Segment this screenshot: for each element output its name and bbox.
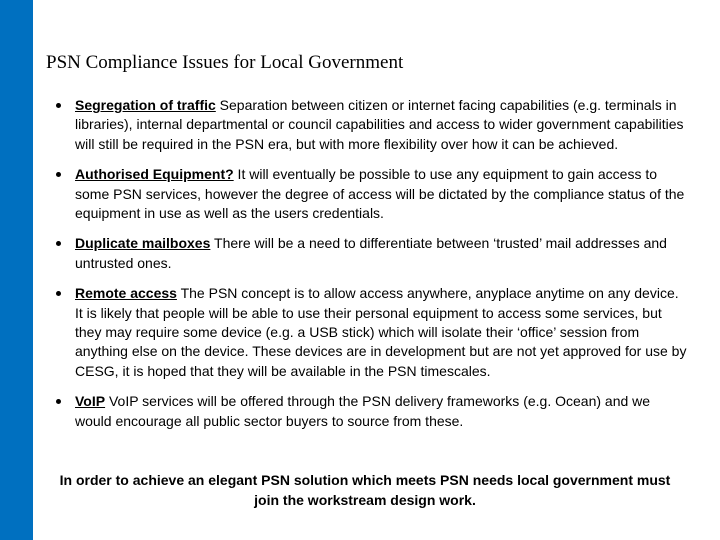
bullet-dot-icon [56, 399, 61, 404]
bullet-heading: Duplicate mailboxes [75, 235, 211, 252]
conclusion-text: In order to achieve an elegant PSN solution which meets PSN needs local government must join the workstream design work. [59, 472, 671, 508]
bullet-dot-icon [56, 172, 61, 177]
bullet-item [54, 392, 688, 431]
bullet-heading: VoIP [75, 393, 106, 410]
bullet-heading: Segregation of traffic [75, 97, 216, 113]
bullet-heading: Authorised Equipment? [75, 166, 234, 183]
bullet-list [54, 96, 688, 442]
bullet-heading: Remote access [75, 285, 177, 302]
side-accent-bar [0, 0, 33, 540]
bullet-dot-icon [56, 103, 61, 108]
bullet-text: Separation between citizen or internet facing capabilities (e.g. terminals in libraries), internal departmental or council capabilities and access to wider government capabilities will still be required in the PSN era, but with more flexibility over how it can be achieved. [75, 97, 684, 152]
bullet-dot-icon [56, 291, 61, 296]
bullet-text: VoIP services will be offered through the PSN delivery frameworks (e.g. Ocean) and we would encourage all public sector buyers to source from these. [75, 393, 651, 429]
bullet-text: The PSN concept is to allow access anywhere, anyplace anytime on any device. It is likely that people will be able to use their personal equipment to access some services, but they may require some device (e.g. a USB stick) which will isolate their ‘office’ session from anything else on the device. These devices are in development but are not yet approved for use by CESG, it is hoped that they will be available in the PSN timescales. [75, 285, 687, 379]
bullet-item [54, 165, 688, 223]
bullet-item [54, 284, 688, 381]
page-title: PSN Compliance Issues for Local Government [46, 52, 404, 73]
bullet-dot-icon [56, 241, 61, 246]
bullet-text: It will eventually be possible to use any equipment to gain access to some PSN services, however the degree of access will be dictated by the compliance status of the equipment in use as well as the users credentials. [75, 166, 685, 222]
bullet-text: There will be a need to differentiate between ‘trusted’ mail addresses and untrusted ones. [75, 235, 667, 271]
bullet-item [54, 234, 688, 273]
bullet-item [54, 96, 688, 154]
